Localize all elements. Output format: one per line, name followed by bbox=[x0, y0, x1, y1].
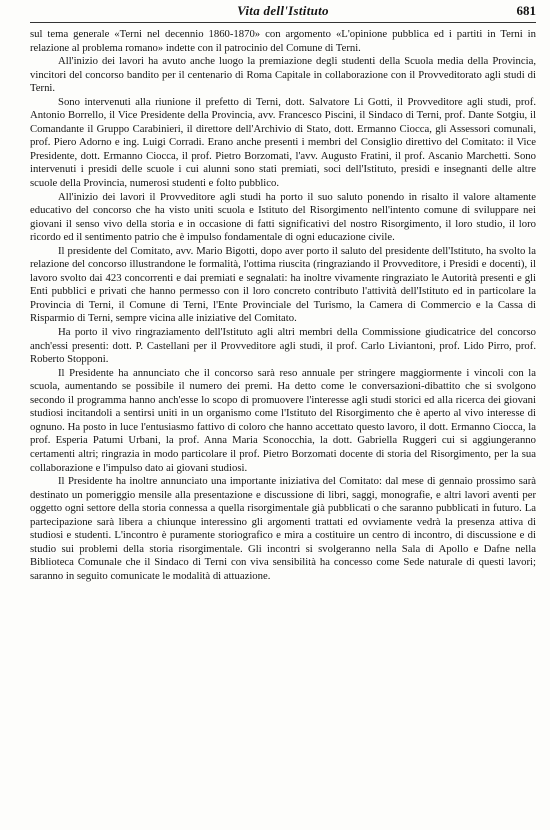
paragraph-president-report: Il presidente del Comitato, avv. Mario Bigotti, dopo aver porto il saluto del presidente dell'Istituto, ha svolto la relazione del concorso illustrandone le formalità, l'ottima riuscita (ringraziando il Provveditore, i Presidi e docenti), il lavoro svolto dai 423 concorrenti e dai premiati e segnalati: ha inoltre vivamente ringraziato le Autorità presenti e gli Enti pubblici e privati che hanno permesso con il loro concreto contributo l'attività dell'Istituto ed in particolare la Provincia di Terni, il Comune di Terni, l'Ente Provinciale del Turismo, la Camera di Commercio e la Cassa di Risparmio di Terni, sempre vicina alle iniziative del Comitato. bbox=[30, 244, 536, 325]
paragraph-commission-thanks: Ha porto il vivo ringraziamento dell'Istituto agli altri membri della Commissione giudicatrice del concorso anch'essi presenti: dott. P. Castellani per il Provveditore agli studi, il prof. Carlo Liviantoni, prof. Lido Pirro, prof. Roberto Stopponi. bbox=[30, 326, 536, 366]
body-text bbox=[30, 28, 536, 583]
paragraph-continuation: sul tema generale «Terni nel decennio 1860-1870» con argomento «L'opinione pubblica ed i partiti in Terni in relazione al problema romano» indette con il patrocinio del Comune di Terni. bbox=[30, 28, 536, 54]
page-number: 681 bbox=[516, 3, 536, 18]
running-header bbox=[30, 0, 536, 23]
paragraph-provveditore-greeting: All'inizio dei lavori il Provveditore agli studi ha porto il suo saluto ponendo in risalto il valore altamente educativo del concorso che ha visto uniti scuola e Istituto del Risorgimento nell'intento comune di sviluppare nei giovani il senso vivo della storia e in occasione di fatti significativi del nostro Risorgimento, il loro studio, il loro ricordo ed il sentimento patrio che è impulso fondamentale di ogni educazione civile. bbox=[30, 190, 536, 244]
running-title: Vita dell'Istituto bbox=[237, 3, 329, 18]
paragraph-new-initiative: Il Presidente ha inoltre annunciato una importante iniziativa del Comitato: dal mese di gennaio prossimo sarà destinato un pomeriggio mensile alla presentazione e discussione di libri, saggi, monografie, e altri lavori aventi per oggetto ogni settore della storia connessa a quella risorgimentale già pubblicati o che saranno pubblicati in futuro. La partecipazione sarà libera a chiunque interessino gli argomenti trattati ed ovviamente vedrà la presenza attiva di studiosi e studenti. L'incontro è puramente storiografico e mira a costituire un centro di incontro, di discussione e di studio sui problemi della storia risorgimentale. Gli incontri si svolgeranno nella Sala di Apollo e Dafne nella Biblioteca Comunale che il Sindaco di Terni con viva sensibilità ha concesso come Sede naturale di questi lavori; saranno in seguito comunicate le modalità di attuazione. bbox=[30, 475, 536, 582]
paragraph-award-ceremony: All'inizio dei lavori ha avuto anche luogo la premiazione degli studenti della Scuola media della Provincia, vincitori del concorso bandito per il centenario di Roma Capitale in collaborazione con il Provveditorato agli studi di Terni. bbox=[30, 55, 536, 95]
paragraph-annual-competition: Il Presidente ha annunciato che il concorso sarà reso annuale per stringere maggiormente i vincoli con la scuola, aumentando se possibile il numero dei premi. Ha detto come le conversazioni-dibattito che si svolgono secondo il programma hanno anch'esse lo scopo di promuovere l'interesse agli studi storici ed alla ricerca dei giovani studiosi incitandoli a sentirsi uniti in un organismo come l'Istituto del Risorgimento che è aperto al vivo interesse di ognuno. Ha posto in luce l'entusiasmo fattivo di coloro che hanno accettato questo lavoro, il dott. Ermanno Ciocca, la prof. Esperia Patumi Urbani, la prof. Anna Maria Sconocchia, la dott. Gabriella Ruggeri cui si aggiungeranno certamenti altri; ringrazia in modo particolare il prof. Pietro Borzomati docente di storia del Risorgimento, per la sua collaborazione e l'impulso dato ai giovani studiosi. bbox=[30, 366, 536, 474]
paragraph-attendees: Sono intervenuti alla riunione il prefetto di Terni, dott. Salvatore Li Gotti, il Provveditore agli studi, prof. Antonio Borrello, il Vice Presidente della Provincia, avv. Francesco Piscini, il Sindaco di Terni, prof. Dante Sotgiu, il Comandante il Gruppo Carabinieri, il direttore dell'Archivio di Stato, dott. Ermanno Ciocca, gli Assessori comunali, prof. Piero Adorno e ing. Luigi Corradi. Erano anche presenti i membri del Consiglio direttivo del Comitato: il Vice Presidente, dott. Ermanno Ciocca, il prof. Pietro Borzomati, l'avv. Augusto Fratini, il prof. Ascanio Marchetti. Sono intervenuti i presidi delle scuole i cui alunni sono stati premiati, soci dell'Istituto, presidi e insegnanti delle altre scuole della Provincia, numerosi studenti e folto pubblico. bbox=[30, 95, 536, 190]
